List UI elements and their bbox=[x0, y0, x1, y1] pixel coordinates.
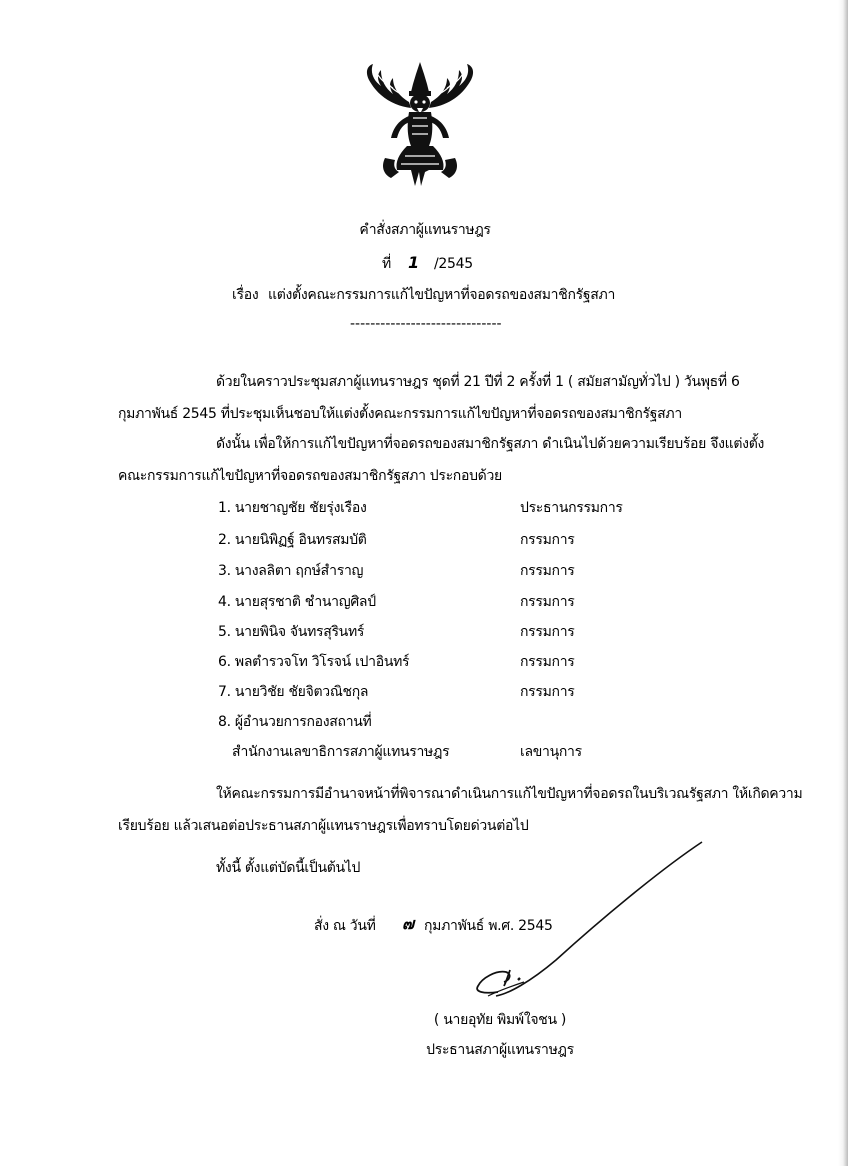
paragraph-1-line-2: กุมภาพันธ์ 2545 ที่ประชุมเห็นชอบให้แต่งตั้งคณะกรรมการแก้ไขปัญหาที่จอดรถของสมาชิกรัฐสภา bbox=[118, 406, 682, 422]
order-number-year: /2545 bbox=[434, 256, 473, 272]
paragraph-2-line-2: คณะกรรมการแก้ไขปัญหาที่จอดรถของสมาชิกรัฐสภา ประกอบด้วย bbox=[118, 468, 502, 484]
member-8-role: เลขานุการ bbox=[520, 744, 582, 760]
date-suffix: กุมภาพันธ์ พ.ศ. 2545 bbox=[424, 918, 553, 934]
subject-text: แต่งตั้งคณะกรรมการแก้ไขปัญหาที่จอดรถของสมาชิกรัฐสภา bbox=[268, 287, 616, 303]
member-name: 1. นายชาญชัย ชัยรุ่งเรือง bbox=[218, 500, 367, 516]
member-name: 7. นายวิชัย ชัยจิตวณิชกุล bbox=[218, 684, 369, 700]
member-role: กรรมการ bbox=[520, 624, 575, 640]
member-name: 2. นายนิพิฏฐ์ อินทรสมบัติ bbox=[218, 532, 367, 548]
member-role: ประธานกรรมการ bbox=[520, 500, 623, 516]
paragraph-4: ทั้งนี้ ตั้งแต่บัดนี้เป็นต้นไป bbox=[216, 860, 361, 876]
member-8-line-2: สำนักงานเลขาธิการสภาผู้แทนราษฎร bbox=[232, 744, 450, 760]
paragraph-1-line-1: ด้วยในคราวประชุมสภาผู้แทนราษฎร ชุดที่ 21 ปีที่ 2 ครั้งที่ 1 ( สมัยสามัญทั่วไป ) วันพุธที่ 6 bbox=[216, 374, 740, 390]
member-role: กรรมการ bbox=[520, 594, 575, 610]
paragraph-3-line-2: เรียบร้อย แล้วเสนอต่อประธานสภาผู้แทนราษฎรเพื่อทราบโดยด่วนต่อไป bbox=[118, 818, 529, 834]
member-name: 4. นายสุรชาติ ชำนาญศิลป์ bbox=[218, 594, 376, 610]
handwritten-signature-icon bbox=[460, 830, 720, 1010]
member-name: 6. พลตำรวจโท วิโรจน์ เปาอินทร์ bbox=[218, 654, 410, 670]
order-number-handwritten: 1 bbox=[408, 253, 419, 272]
member-name: 3. นางลลิตา ฤกษ์สำราญ bbox=[218, 563, 364, 579]
garuda-emblem-icon bbox=[355, 58, 485, 188]
member-role: กรรมการ bbox=[520, 563, 575, 579]
member-role: กรรมการ bbox=[520, 684, 575, 700]
paragraph-3-line-1: ให้คณะกรรมการมีอำนาจหน้าที่พิจารณาดำเนินการแก้ไขปัญหาที่จอดรถในบริเวณรัฐสภา ให้เกิดความ bbox=[216, 786, 803, 802]
member-8-line-1: 8. ผู้อำนวยการกองสถานที่ bbox=[218, 714, 372, 730]
date-prefix: สั่ง ณ วันที่ bbox=[314, 918, 376, 934]
paragraph-2-line-1: ดังนั้น เพื่อให้การแก้ไขปัญหาที่จอดรถของสมาชิกรัฐสภา ดำเนินไปด้วยความเรียบร้อย จึงแต่งตั้ง bbox=[216, 436, 765, 452]
date-day-handwritten: ๗ bbox=[402, 914, 414, 933]
divider: ------------------------------ bbox=[350, 316, 502, 332]
signer-title: ประธานสภาผู้แทนราษฎร bbox=[426, 1042, 574, 1058]
subject-label: เรื่อง bbox=[232, 287, 259, 303]
order-number-prefix: ที่ bbox=[382, 256, 391, 272]
member-role: กรรมการ bbox=[520, 654, 575, 670]
member-name: 5. นายพินิจ จันทรสุรินทร์ bbox=[218, 624, 365, 640]
member-role: กรรมการ bbox=[520, 532, 575, 548]
order-title: คำสั่งสภาผู้แทนราษฎร bbox=[359, 222, 491, 238]
scan-edge bbox=[838, 0, 848, 1166]
signer-name: ( นายอุทัย พิมพ์ใจชน ) bbox=[433, 1012, 567, 1028]
